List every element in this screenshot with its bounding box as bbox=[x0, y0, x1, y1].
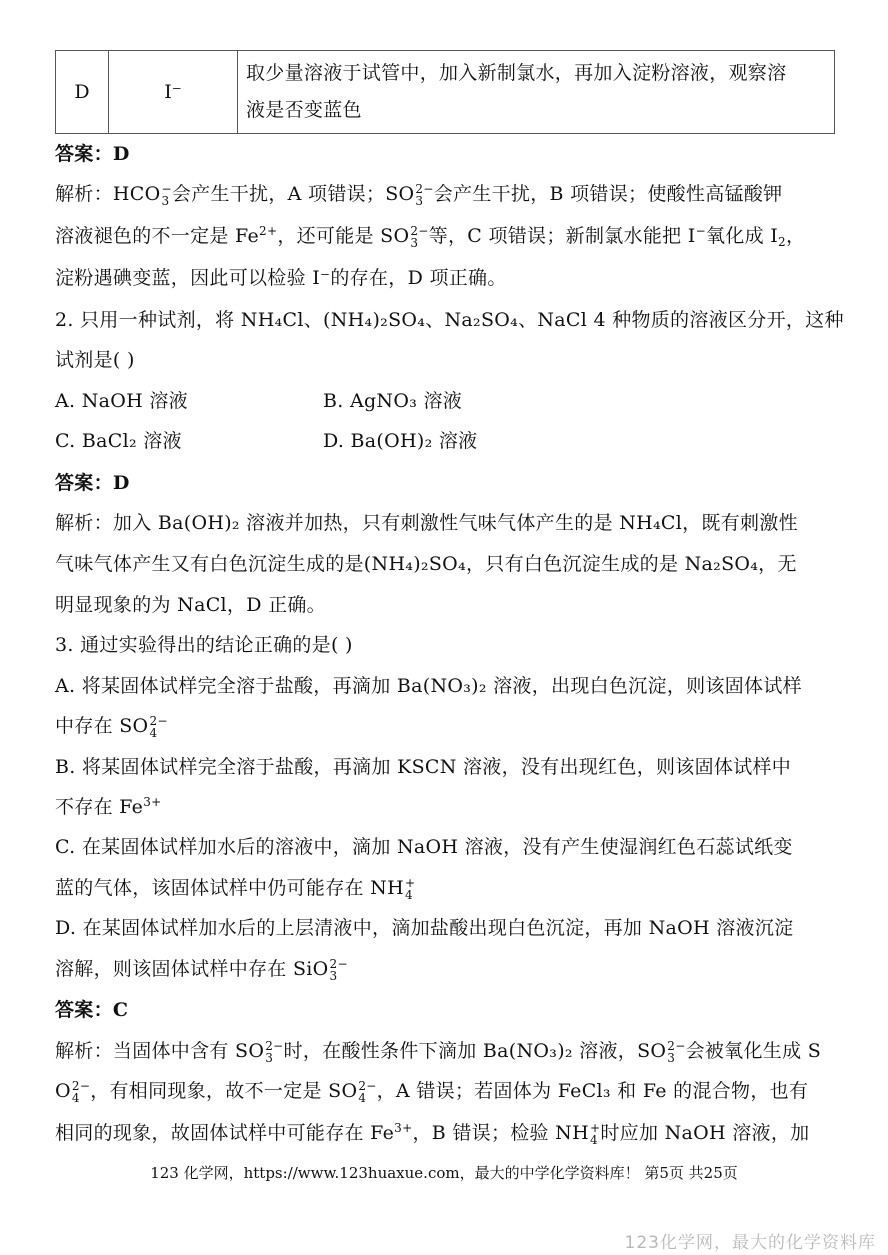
q3-option-d-line-2: 溶解，则该固体试样中存在 SiO 2− 3 bbox=[55, 957, 348, 983]
q2-option-a[interactable]: A. NaOH 溶液 bbox=[55, 390, 188, 412]
method-line-1: 取少量溶液于试管中，加入新制氯水，再加入淀粉溶液，观察溶 bbox=[246, 62, 787, 84]
page-footer: 123 化学网，https://www.123huaxue.com，最大的中学化学资料库！ 第5页 共25页 bbox=[150, 1164, 738, 1182]
q3-option-d-line-1: D. 在某固体试样加水后的上层清液中，滴加盐酸出现白色沉淀，再加 NaOH 溶液沉淀 bbox=[55, 917, 794, 939]
table-cell-option: D bbox=[56, 51, 109, 134]
table-cell-ion: I⁻ bbox=[109, 51, 238, 134]
q2-options-row-2 bbox=[55, 426, 478, 453]
table-row bbox=[56, 51, 835, 134]
watermark-text: 123化学网，最大的化学资料库 bbox=[624, 1233, 876, 1253]
q2-options-row-1 bbox=[55, 386, 463, 413]
q2-analysis-line-1: 解析：加入 Ba(OH)₂ 溶液并加热，只有刺激性气味气体产生的是 NH₄Cl，既有刺激性 bbox=[55, 512, 798, 534]
q2-analysis-line-2: 气味气体产生又有白色沉淀生成的是(NH₄)₂SO₄，只有白色沉淀生成的是 Na₂SO₄，无 bbox=[55, 553, 797, 575]
q3-option-a-line-2: 中存在 SO 2− 4 bbox=[55, 714, 168, 740]
q3-option-c-line-1: C. 在某固体试样加水后的溶液中，滴加 NaOH 溶液，没有产生使湿润红色石蕊试纸变 bbox=[55, 836, 793, 858]
q3-option-a-line-1: A. 将某固体试样完全溶于盐酸，再滴加 Ba(NO₃)₂ 溶液，出现白色沉淀，则该固体试样 bbox=[55, 675, 802, 697]
q2-option-d[interactable]: D. Ba(OH)₂ 溶液 bbox=[323, 430, 478, 452]
q3-analysis-line-3: 相同的现象，故固体试样中可能存在 $Fe^{3+}$，B 错误；检验 NH + 4 时应加 NaOH 溶液，加 bbox=[55, 1121, 810, 1147]
table-cell-method bbox=[238, 51, 835, 134]
q3-stem: 3. 通过实验得出的结论正确的是( ) bbox=[55, 634, 353, 656]
q3-analysis-line-2: O 2− 4 ，有相同现象，故不一定是 SO 2− 4 ，A 错误；若固体为 FeCl₃ 和 Fe 的混合物，也有 bbox=[55, 1079, 809, 1105]
q1-answer: 答案：D bbox=[55, 143, 130, 165]
q1-analysis-line-2: 溶液褪色的不一定是 $Fe^{2+}$，还可能是 SO 2− 3 等，C 项错误；新制氯水能把 I−氧化成 $I_2$， bbox=[55, 224, 806, 250]
method-line-2: 液是否变蓝色 bbox=[246, 99, 362, 121]
q2-stem-line-2: 试剂是( ) bbox=[55, 349, 135, 371]
q3-option-c-line-2: 蓝的气体，该固体试样中仍可能存在 NH + 4 bbox=[55, 876, 416, 902]
q3-analysis-line-1: 解析：当固体中含有 SO 2− 3 时，在酸性条件下滴加 Ba(NO₃)₂ 溶液，SO 2− 3 会被氧化生成 S bbox=[55, 1039, 822, 1065]
q3-answer: 答案：C bbox=[55, 999, 129, 1021]
q3-option-b-line-1: B. 将某固体试样完全溶于盐酸，再滴加 KSCN 溶液，没有出现红色，则该固体试样中 bbox=[55, 756, 792, 778]
q1-analysis-line-1: 解析：HCO − 3 会产生干扰，A 项错误；SO 2− 3 会产生干扰，B 项错误；使酸性高锰酸钾 bbox=[55, 182, 783, 208]
q2-option-c[interactable]: C. BaCl₂ 溶液 bbox=[55, 430, 182, 452]
q2-option-b[interactable]: B. AgNO₃ 溶液 bbox=[323, 390, 463, 412]
q2-answer: 答案：D bbox=[55, 472, 130, 494]
reagent-table-fragment bbox=[55, 50, 835, 134]
q2-analysis-line-3: 明显现象的为 NaCl，D 正确。 bbox=[55, 594, 326, 616]
q3-option-b-line-2: 不存在 $Fe^{3+}$ bbox=[55, 795, 162, 818]
q1-analysis-line-3: 淀粉遇碘变蓝，因此可以检验 I⁻的存在，D 项正确。 bbox=[55, 267, 507, 289]
q2-stem-line-1: 2. 只用一种试剂，将 NH₄Cl、(NH₄)₂SO₄、Na₂SO₄、NaCl 4 种物质的溶液区分开，这种 bbox=[55, 309, 844, 331]
